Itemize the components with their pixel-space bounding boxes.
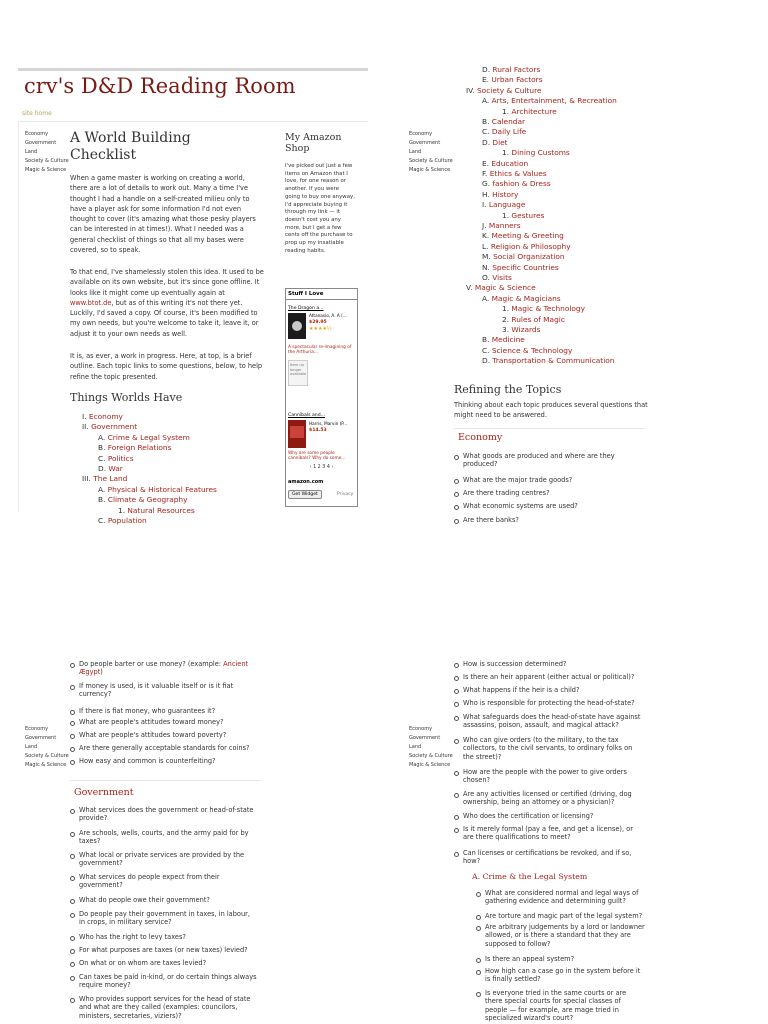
question-item: Are torture and magic part of the legal system?: [485, 912, 645, 920]
outline-item[interactable]: [482, 263, 559, 273]
question-item: If money is used, is it valuable itself or is it fiat currency?: [79, 682, 257, 699]
outline-number: 1.: [502, 210, 512, 220]
outline-item[interactable]: [482, 127, 526, 137]
intro-paragraph-3: It is, as ever, a work in progress. Here, at top, is a brief outline. Each topic links to some questions, below, to help refine the topic presented.: [70, 352, 263, 381]
intro-paragraph-2: To that end, I've shamelessly stolen this idea. It used to be available on its own website, but it's since gone offline. It looks like it might come up eventually again at www.btot.de, but as of this writing it's not there yet. Luckily, I'd saved a copy. Of course, it's been modified to my own needs, but you're welcome to take it, leave it, or adjust it to your own needs as well.: [70, 268, 264, 338]
outline-item[interactable]: [482, 231, 564, 241]
outline-item[interactable]: [482, 190, 518, 200]
question-item: What do people owe their government?: [79, 896, 257, 904]
outline-number: N.: [482, 262, 493, 272]
outline-number: H.: [482, 189, 493, 199]
outline-link[interactable]: Foreign Relations: [107, 443, 172, 453]
outline-item[interactable]: [482, 96, 617, 106]
outline-number: I.: [482, 200, 489, 210]
privacy-link[interactable]: Privacy: [337, 492, 354, 497]
question-item: Are there trading centres?: [463, 489, 633, 497]
question-item: Is it merely formal (pay a fee, and get a license), or are there qualifications to meet?: [463, 825, 643, 842]
sidebar-item-economy[interactable]: Economy: [409, 131, 433, 137]
sidebar-nav: [25, 725, 69, 770]
site-home-link[interactable]: site home: [22, 110, 52, 117]
outline-link[interactable]: Diet: [492, 137, 508, 147]
section-rule: [454, 428, 646, 429]
outline-item[interactable]: [482, 200, 525, 210]
intro-paragraph-1: When a game master is working on creating a world, there are a lot of details to work out. Many a time I've thought I had a handle on a self-created milieu only to have a player ask for some information I'd not even thought to cover (it's amazing what those pesky players can be interested in at times!). What I needed was a general checklist of things so that all my bases were covered, so to speak.: [70, 174, 256, 255]
outline-item[interactable]: [82, 474, 127, 484]
outline-link[interactable]: Crime & Legal System: [107, 432, 190, 442]
outline-number: II.: [82, 422, 92, 432]
question-item: If there is fiat money, who guarantees it?: [79, 707, 257, 715]
question-item: How easy and common is counterfeiting?: [79, 757, 257, 765]
sidebar-item-government[interactable]: Government: [25, 140, 57, 146]
outline-item[interactable]: [98, 433, 190, 443]
outline-number: D.: [98, 464, 109, 473]
outline-number: V.: [466, 283, 475, 293]
outline-link[interactable]: Meeting & Greeting: [491, 231, 564, 241]
article-title-line-1: A World Building: [70, 130, 191, 146]
question-item: What are people's attitudes toward money?: [79, 718, 257, 726]
outline-item[interactable]: [502, 211, 544, 221]
outline-item[interactable]: [482, 273, 512, 283]
outline-number: B.: [482, 335, 492, 345]
outline-number: 1.: [502, 106, 512, 116]
outline-item[interactable]: [502, 107, 557, 117]
outline-item[interactable]: [502, 304, 585, 314]
question-item: Are schools, wells, courts, and the army paid for by taxes?: [79, 829, 257, 846]
question-item: Do people barter or use money? (example: Ancient Ægypt): [79, 660, 257, 677]
widget-item-2-title[interactable]: Cannibals and...: [288, 413, 326, 418]
book-cover-1-art: [292, 321, 302, 331]
sidebar-item-land[interactable]: Land: [409, 149, 422, 155]
outline-link[interactable]: Religion & Philosophy: [490, 241, 571, 251]
question-item: For what purposes are taxes (or new taxes) levied?: [79, 946, 257, 954]
outline-item[interactable]: [466, 283, 536, 293]
outline-number: 1.: [502, 304, 512, 314]
crime-heading: A. Crime & the Legal System: [472, 872, 588, 881]
outline-number: C.: [482, 127, 492, 137]
sidebar-item-government[interactable]: Government: [409, 735, 441, 741]
outline-list: [70, 412, 270, 525]
outline-item[interactable]: [502, 148, 570, 158]
outline-number: D.: [482, 137, 493, 147]
question-item: Who has the right to levy taxes?: [79, 933, 257, 941]
sidebar-item-society-culture[interactable]: Society & Culture: [409, 158, 453, 164]
outline-number: K.: [482, 231, 492, 241]
question-item: Is everyone tried in the same courts or are there special courts for special classes of people — for example, are mage tried in specialized wizard's court?: [485, 989, 645, 1023]
sidebar-item-magic-science[interactable]: Magic & Science: [25, 762, 67, 768]
outline-link[interactable]: Visits: [492, 273, 512, 282]
question-item: What are considered normal and legal ways of gathering evidence and determining guilt?: [485, 889, 645, 906]
outline-item[interactable]: [98, 443, 171, 453]
question-item: Are arbitrary judgements by a lord or landowner allowed, or is there a standard that they are supposed to follow?: [485, 923, 645, 948]
outline-item[interactable]: [482, 65, 540, 75]
book-cover-2-band: [290, 426, 304, 438]
outline-number: III.: [82, 474, 94, 484]
outline-link[interactable]: Magic & Technology: [511, 304, 585, 314]
economy-heading: Economy: [458, 432, 503, 443]
outline-item[interactable]: [482, 294, 561, 304]
outline-item[interactable]: [82, 412, 123, 422]
sidebar-nav: [409, 725, 453, 770]
outline-number: M.: [482, 252, 494, 262]
widget-item-2-author: Harris, Marvin (P...: [309, 421, 348, 426]
outline-number: C.: [482, 345, 492, 355]
question-item: Can licenses or certifications be revoked, and if so, how?: [463, 849, 643, 866]
question-item: Do people pay their government in taxes, in labour, in crops, in military service?: [79, 910, 257, 927]
outline-number: I.: [82, 412, 89, 421]
page-2: [384, 0, 768, 524]
widget-item-1-desc[interactable]: A spectacular re-imagining of the Arthuria...: [288, 345, 352, 355]
sidebar-item-land[interactable]: Land: [409, 744, 422, 750]
question-item: Are there generally acceptable standards for coins?: [79, 744, 257, 752]
outline-link[interactable]: The Land: [93, 474, 128, 484]
outline-link[interactable]: Physical & Historical Features: [107, 484, 217, 494]
sidebar-item-land[interactable]: Land: [25, 744, 38, 750]
outline-item[interactable]: [482, 335, 525, 345]
outline-number: A.: [98, 484, 108, 494]
amazon-widget: [285, 288, 358, 507]
sidebar-item-government[interactable]: Government: [409, 140, 441, 146]
widget-item-2-price: $14.53: [309, 428, 327, 433]
sidebar-item-economy[interactable]: Economy: [25, 131, 49, 137]
outline-number: 2.: [502, 314, 512, 324]
sidebar-item-economy[interactable]: Economy: [409, 726, 433, 732]
outline-link[interactable]: War: [108, 464, 123, 473]
outline-link[interactable]: Government: [91, 422, 138, 432]
outline-number: 1.: [118, 505, 128, 515]
question-item: Can taxes be paid in-kind, or do certain things always require money?: [79, 973, 257, 990]
widget-item-1-title[interactable]: The Dragon a...: [288, 306, 324, 311]
outline-link[interactable]: Transportation & Communication: [492, 356, 615, 366]
outline-item[interactable]: [466, 86, 542, 96]
outline-link[interactable]: Language: [488, 200, 526, 210]
outline-list-continued: [454, 65, 754, 375]
outline-item[interactable]: [482, 169, 547, 179]
question-item: Are there banks?: [463, 516, 633, 524]
outline-link[interactable]: Politics: [107, 453, 134, 463]
outline-item[interactable]: [98, 495, 188, 505]
outline-link[interactable]: Daily Life: [491, 127, 527, 137]
outline-link[interactable]: Ethics & Values: [489, 169, 547, 178]
outline-number: O.: [482, 273, 493, 282]
outline-item[interactable]: [98, 485, 217, 495]
question-item: Who does the certification or licensing?: [463, 812, 643, 820]
outline-heading: Things Worlds Have: [70, 391, 183, 404]
outline-link[interactable]: Architecture: [511, 106, 557, 116]
question-item: How high can a case go in the system before it is finally settled?: [485, 967, 645, 984]
amazon-heading: [285, 132, 342, 154]
outline-link[interactable]: Economy: [88, 412, 123, 421]
outline-link[interactable]: Medicine: [491, 335, 525, 345]
outline-link[interactable]: Science & Technology: [491, 345, 573, 355]
outline-item[interactable]: [482, 159, 528, 169]
sidebar-item-society-culture[interactable]: Society & Culture: [25, 158, 69, 164]
unavailable-thumbnail-text: Item no longer available: [290, 363, 307, 376]
outline-number: F.: [482, 169, 490, 178]
header-bottom-rule: [18, 121, 368, 122]
outline-number: 3.: [502, 325, 512, 334]
page-3: [0, 512, 384, 1024]
sidebar-nav: [25, 130, 69, 175]
question-item: Is there an appeal system?: [485, 955, 645, 963]
question-item: Who provides support services for the head of state and what are they called (examples: councilors, ministers, secretaries, viziers)?: [79, 995, 257, 1020]
question-item: Who can give orders (to the military, to the tax collectors, to the civil servants, to ordinary folks on the street)?: [463, 736, 643, 761]
question-item: How is succession determined?: [463, 660, 643, 668]
question-item: What safeguards does the head-of-state have against assassins, poison, assault, and magical attack?: [463, 713, 643, 730]
left-border: [18, 121, 19, 512]
sidebar-item-magic-science[interactable]: Magic & Science: [409, 762, 451, 768]
amazon-logo: amazon.com: [288, 479, 324, 485]
outline-link[interactable]: Social Organization: [493, 252, 565, 262]
outline-link[interactable]: Magic & Science: [474, 283, 536, 293]
outline-number: G.: [482, 179, 493, 189]
outline-number: D.: [482, 356, 493, 366]
amazon-blurb: I've picked out just a few items on Amazon that I love, for one reason or another. If you were going to buy one anyway, I'd appreciate buying it through my link — it doesn't cost you any more, but I get a few cents off the purchase to prop up my insatiable reading habits.: [285, 163, 355, 254]
outline-link[interactable]: Rural Factors: [492, 65, 541, 74]
outline-number: C.: [98, 453, 108, 463]
page-4: [384, 512, 768, 1024]
outline-link[interactable]: Population: [107, 516, 147, 525]
book-cover-1[interactable]: [288, 313, 306, 339]
question-item: What are people's attitudes toward poverty?: [79, 731, 257, 739]
outline-number: E.: [482, 75, 492, 85]
question-item: What services does the government or head-of-state provide?: [79, 806, 257, 823]
question-item: What economic systems are used?: [463, 502, 633, 510]
sidebar-item-society-culture[interactable]: Society & Culture: [25, 753, 69, 759]
outline-item[interactable]: [482, 252, 565, 262]
outline-link[interactable]: Manners: [488, 221, 521, 230]
widget-item-2-desc[interactable]: Why are some people cannibals? Why do some...: [288, 451, 346, 461]
question-item: Is there an heir apparent (either actual or political)?: [463, 673, 643, 681]
outline-number: E.: [482, 158, 492, 168]
article-title: [70, 130, 191, 164]
outline-link[interactable]: Magic & Magicians: [491, 293, 561, 303]
outline-number: D.: [482, 65, 493, 74]
section-rule: [70, 780, 262, 781]
outline-link[interactable]: History: [492, 189, 519, 199]
outline-link[interactable]: Dining Customs: [511, 148, 570, 158]
outline-link[interactable]: Education: [491, 158, 529, 168]
widget-pager[interactable]: ‹ 1 2 3 4 ›: [309, 465, 334, 470]
article-title-line-2: Checklist: [70, 147, 137, 163]
outline-number: B.: [482, 117, 492, 126]
btot-link[interactable]: www.btot.de: [70, 298, 112, 307]
question-link[interactable]: Ancient Ægypt: [79, 660, 249, 677]
government-heading: Government: [74, 787, 134, 798]
page-1: [0, 0, 384, 525]
outline-item[interactable]: [482, 356, 614, 366]
widget-title: Stuff I Love: [286, 289, 357, 300]
outline-link[interactable]: Natural Resources: [127, 505, 195, 515]
header-rule: [18, 68, 368, 71]
site-title[interactable]: crv's D&D Reading Room: [24, 74, 296, 98]
question-item: Who is responsible for protecting the head-of-state?: [463, 699, 643, 707]
outline-item[interactable]: [98, 454, 134, 464]
outline-number: A.: [482, 293, 492, 303]
question-item: What goods are produced and where are they produced?: [463, 452, 633, 469]
question-item: On what or on whom are taxes levied?: [79, 959, 257, 967]
outline-item[interactable]: [482, 346, 572, 356]
outline-item[interactable]: [482, 138, 508, 148]
widget-item-1-price: $29.95: [309, 320, 327, 325]
get-widget-button[interactable]: Get Widget: [288, 490, 322, 499]
outline-number: 1.: [502, 148, 512, 158]
outline-item[interactable]: [502, 325, 540, 335]
outline-item[interactable]: [482, 242, 571, 252]
unavailable-thumbnail: [288, 360, 308, 386]
outline-item[interactable]: [482, 75, 543, 85]
sidebar-item-land[interactable]: Land: [25, 149, 38, 155]
book-cover-2[interactable]: [288, 420, 306, 448]
outline-link[interactable]: Urban Factors: [491, 75, 543, 85]
outline-link[interactable]: Wizards: [511, 325, 541, 334]
refining-text: Thinking about each topic produces several questions that might need to be answered.: [454, 401, 648, 419]
outline-number: B.: [98, 443, 108, 453]
question-item: What services do people expect from their government?: [79, 873, 257, 890]
widget-item-1-stars: ★★★★½: [309, 326, 332, 332]
outline-number: A.: [482, 96, 492, 106]
amazon-heading-line-1: My Amazon: [285, 132, 342, 143]
outline-link[interactable]: Calendar: [491, 117, 526, 126]
outline-number: B.: [98, 495, 108, 505]
outline-number: J.: [482, 221, 489, 230]
outline-item[interactable]: [98, 464, 123, 474]
outline-item[interactable]: [482, 179, 551, 189]
outline-link[interactable]: Arts, Entertainment, & Recreation: [491, 96, 617, 106]
question-item: Are any activities licensed or certified (driving, dog ownership, being an attorney or a physician)?: [463, 790, 643, 807]
question-item: What happens if the heir is a child?: [463, 686, 643, 694]
question-item: How are the people with the power to give orders chosen?: [463, 768, 643, 785]
sidebar-item-magic-science[interactable]: Magic & Science: [25, 167, 67, 173]
outline-link[interactable]: Society & Culture: [476, 85, 542, 95]
sidebar-item-economy[interactable]: Economy: [25, 726, 49, 732]
outline-link[interactable]: Gestures: [511, 210, 545, 220]
outline-link[interactable]: Climate & Geography: [107, 495, 188, 505]
question-item: What local or private services are provided by the government?: [79, 851, 257, 868]
sidebar-item-society-culture[interactable]: Society & Culture: [409, 753, 453, 759]
sidebar-item-magic-science[interactable]: Magic & Science: [409, 167, 451, 173]
widget-item-1-author: Attanasio, A. A (...: [309, 313, 347, 318]
outline-item[interactable]: [502, 315, 565, 325]
outline-item[interactable]: [482, 117, 525, 127]
outline-number: A.: [98, 432, 108, 442]
outline-link[interactable]: Specific Countries: [492, 262, 559, 272]
amazon-heading-line-2: Shop: [285, 143, 310, 154]
outline-number: L.: [482, 241, 491, 251]
outline-link[interactable]: Rules of Magic: [511, 314, 565, 324]
outline-item[interactable]: [82, 422, 137, 432]
outline-number: IV.: [466, 85, 477, 95]
sidebar-item-government[interactable]: Government: [25, 735, 57, 741]
outline-number: C.: [98, 516, 108, 525]
outline-link[interactable]: fashion & Dress: [492, 179, 551, 189]
outline-item[interactable]: [482, 221, 521, 231]
refining-heading: Refining the Topics: [454, 383, 562, 396]
question-item: What are the major trade goods?: [463, 476, 633, 484]
sidebar-nav: [409, 130, 453, 175]
